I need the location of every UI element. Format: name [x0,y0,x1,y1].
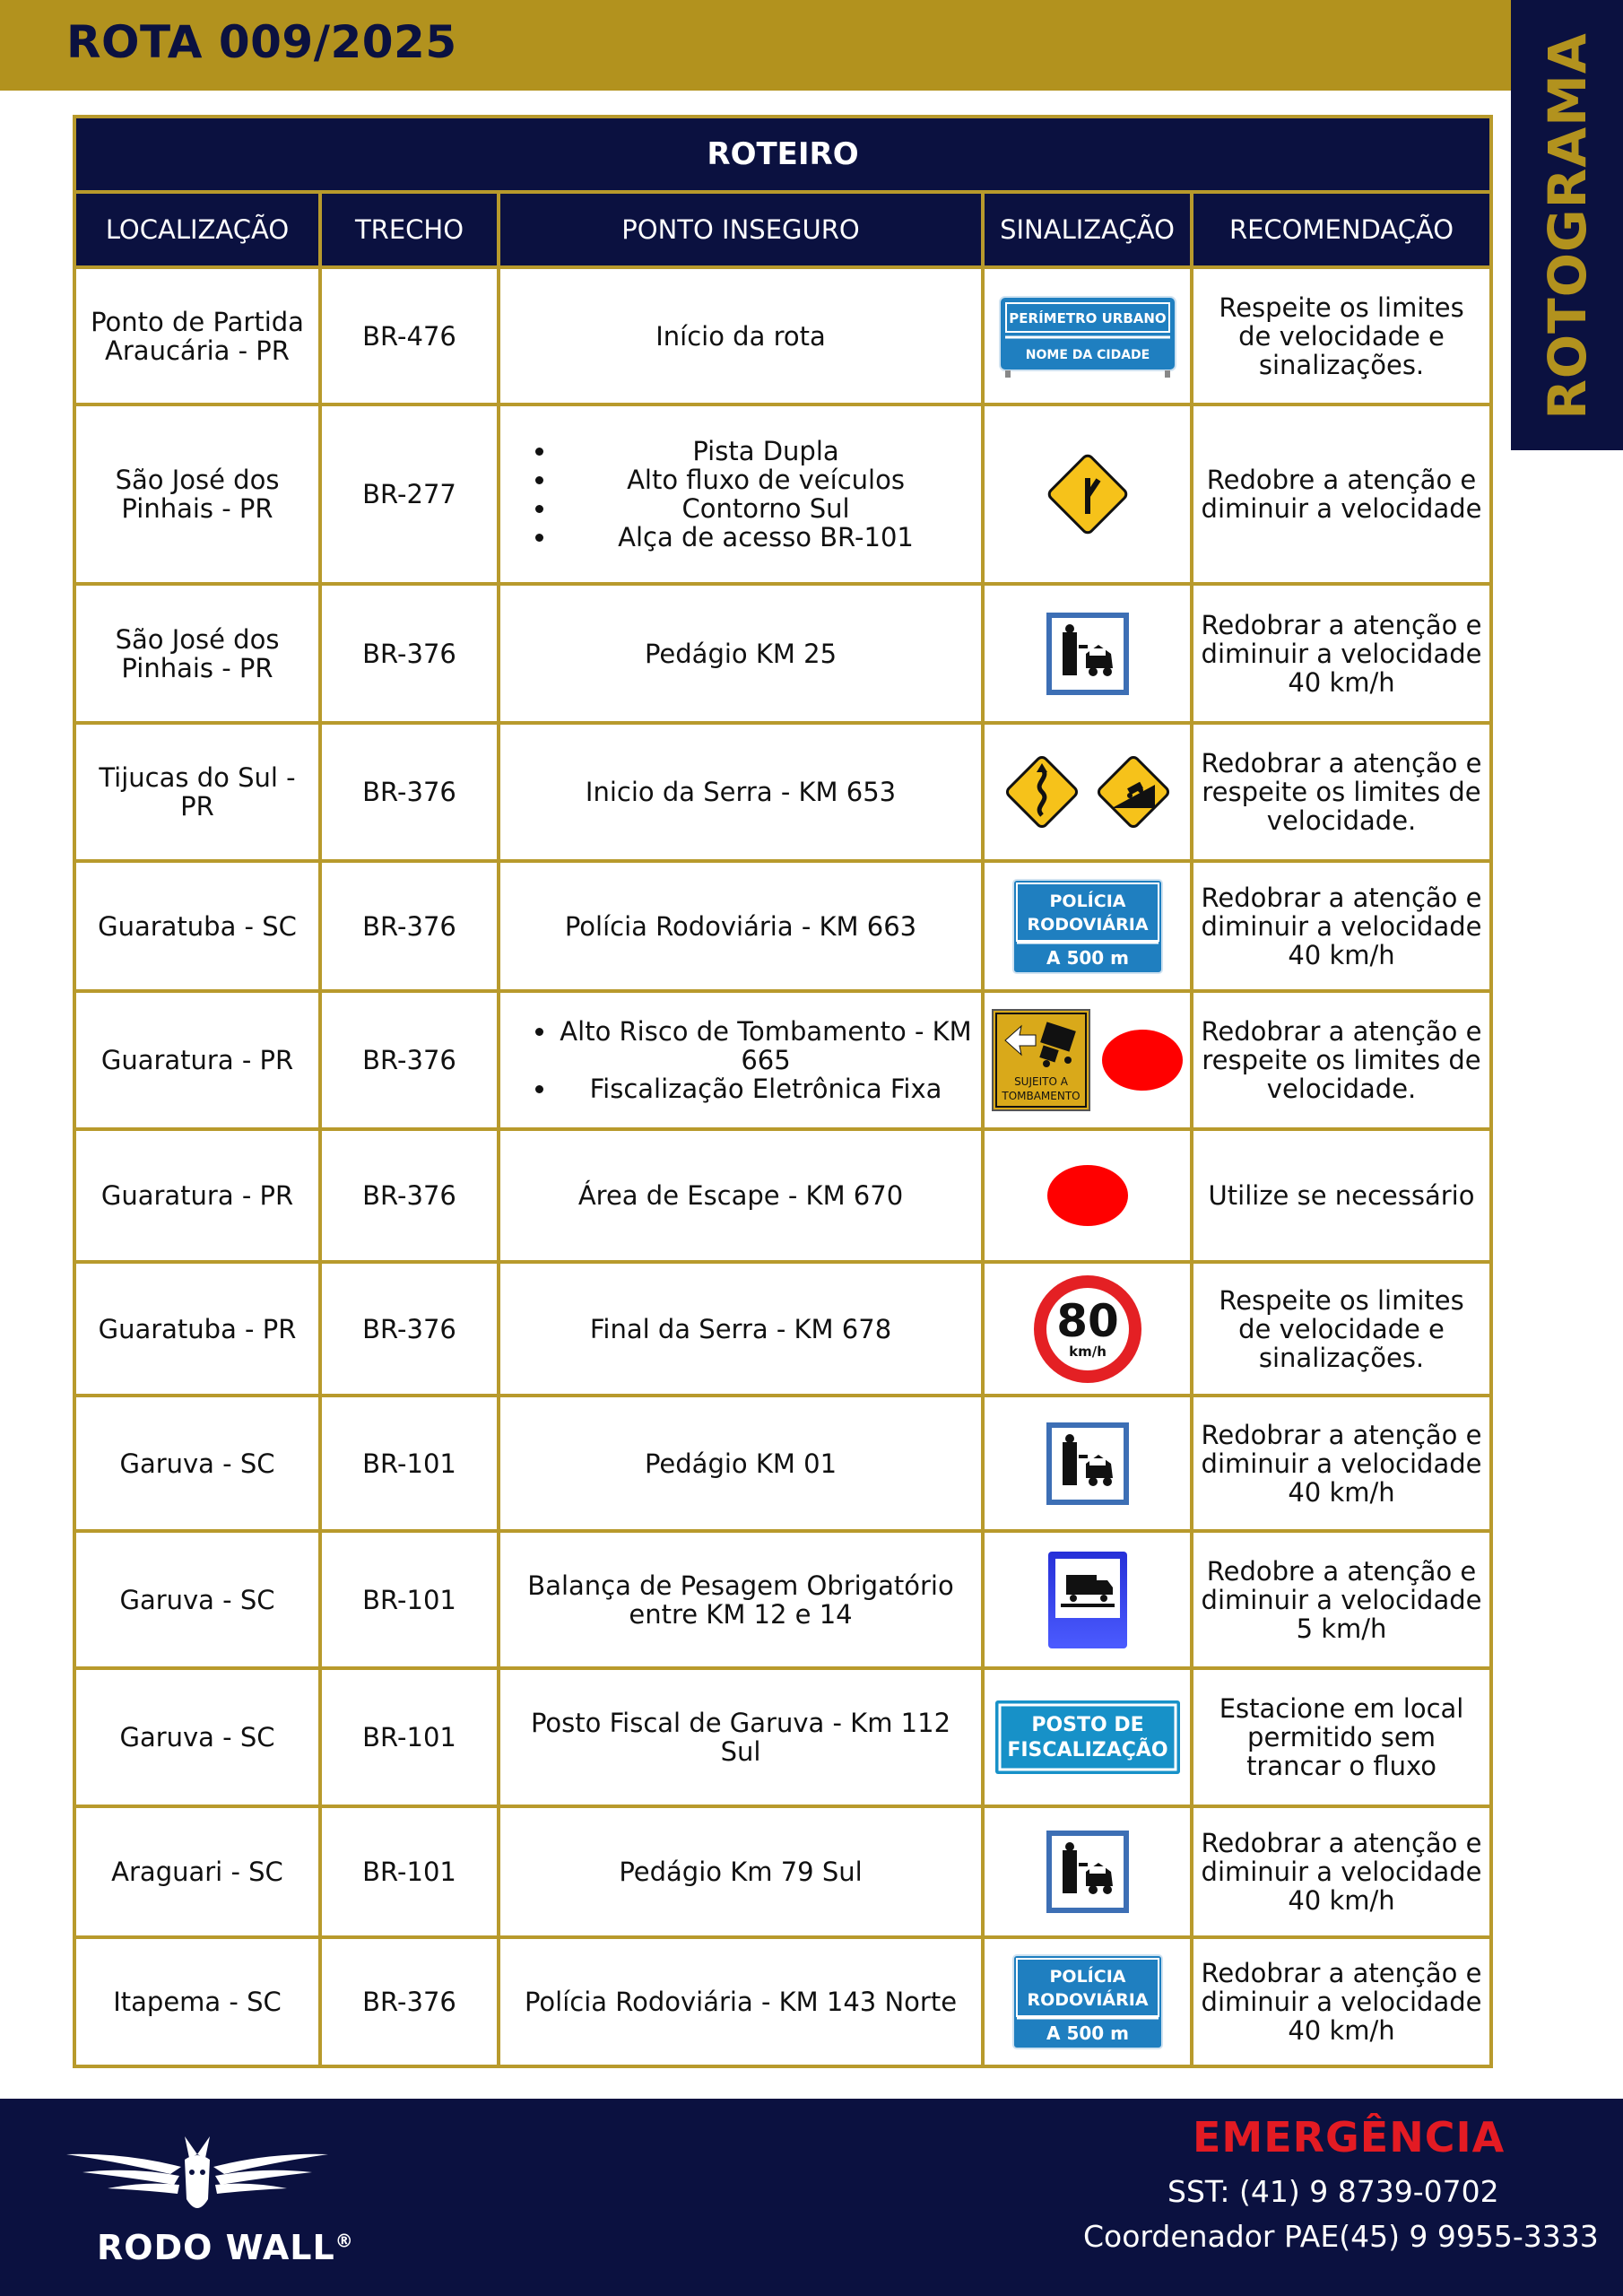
cell-trecho: BR-101 [320,1668,499,1806]
table-row [74,723,1491,861]
policia-rodoviaria-sign [1011,1953,1164,2050]
cell-trecho: BR-101 [320,1396,499,1531]
cell-localizacao: Garuva - SC [74,1531,320,1668]
cell-sinalizacao [983,1531,1192,1668]
ponto-list-item: • Alça de acesso BR-101 [558,523,974,552]
rollover-line1: SUJEITO A [1013,1075,1068,1088]
cell-recomendacao: Redobrar a atenção e diminuir a velocidade 40 km/h [1192,1937,1491,2066]
perimetro-bottom-text: NOME DA CIDADE [1025,347,1150,362]
cell-localizacao: Garuva - SC [74,1396,320,1531]
ponto-list [527,437,974,552]
cell-trecho: BR-476 [320,267,499,404]
cell-ponto-inseguro: Balança de Pesagem Obrigatório entre KM 12 e 14 [499,1531,983,1668]
cell-trecho: BR-376 [320,1937,499,2066]
cell-recomendacao: Utilize se necessário [1192,1129,1491,1262]
sst-phone: SST: (41) 9 8739-0702 [1167,2174,1499,2209]
cell-trecho: BR-376 [320,991,499,1129]
cell-recomendacao: Redobrar a atenção e diminuir a velocidade 40 km/h [1192,584,1491,723]
cell-ponto-inseguro: Pedágio KM 01 [499,1396,983,1531]
emergency-title: EMERGÊNCIA [1193,2113,1506,2161]
table-row [74,267,1491,404]
brand-name [97,2228,354,2267]
toll-sign [1046,1831,1129,1913]
sign-group [986,751,1188,833]
steep-descent-sign [1092,751,1175,833]
red-circle [1046,1163,1130,1228]
posto-line2: FISCALIZAÇÃO [1006,1739,1168,1761]
merge-warning-sign [1043,449,1133,539]
cell-recomendacao: Redobrar a atenção e respeite os limites de velocidade. [1192,723,1491,861]
sign-group [986,1274,1188,1385]
sign-group [986,1163,1188,1228]
policia-line2: RODOVIÁRIA [1026,1990,1149,2010]
sign-group [986,449,1188,539]
cell-sinalizacao [983,723,1192,861]
table-row [74,1937,1491,2066]
cell-trecho: BR-101 [320,1531,499,1668]
table-row [74,861,1491,991]
cell-recomendacao: Redobrar a atenção e respeite os limites de velocidade. [1192,991,1491,1129]
sign-group [986,1008,1188,1112]
cell-ponto-inseguro: Posto Fiscal de Garuva - Km 112 Sul [499,1668,983,1806]
cell-trecho: BR-277 [320,404,499,584]
cell-recomendacao: Respeite os limites de velocidade e sinalizações. [1192,267,1491,404]
cell-trecho: BR-376 [320,1262,499,1396]
sign-group [986,1831,1188,1913]
cell-localizacao: Guaratura - PR [74,1129,320,1262]
cell-localizacao: Araguari - SC [74,1806,320,1937]
weigh-station-sign [1046,1550,1129,1650]
table-row [74,1806,1491,1937]
cell-ponto-inseguro: Polícia Rodoviária - KM 143 Norte [499,1937,983,2066]
cell-trecho: BR-101 [320,1806,499,1937]
policia-distance: A 500 m [1046,2022,1129,2044]
cell-sinalizacao [983,1262,1192,1396]
cell-ponto-inseguro [499,991,983,1129]
column-header: PONTO INSEGURO [499,192,983,267]
cell-sinalizacao [983,584,1192,723]
registered-mark: ® [334,2230,354,2252]
toll-sign [1046,613,1129,695]
table-row [74,991,1491,1129]
cell-localizacao: Guaratura - PR [74,991,320,1129]
cell-localizacao: Guaratuba - SC [74,861,320,991]
cell-localizacao: Ponto de Partida Araucária - PR [74,267,320,404]
policia-line1: POLÍCIA [1049,1967,1125,1987]
cell-recomendacao: Redobre a atenção e diminuir a velocidade [1192,404,1491,584]
sign-group [986,1550,1188,1650]
column-header: SINALIZAÇÃO [983,192,1192,267]
table-row [74,1396,1491,1531]
cell-ponto-inseguro: Polícia Rodoviária - KM 663 [499,861,983,991]
ponto-list-item: • Pista Dupla [558,437,974,465]
column-header: LOCALIZAÇÃO [74,192,320,267]
red-circle [1100,1028,1185,1092]
column-header: RECOMENDAÇÃO [1192,192,1491,267]
cell-trecho: BR-376 [320,584,499,723]
cell-ponto-inseguro [499,404,983,584]
cell-localizacao: São José dos Pinhais - PR [74,584,320,723]
cell-ponto-inseguro: Inicio da Serra - KM 653 [499,723,983,861]
cell-localizacao: Itapema - SC [74,1937,320,2066]
cell-localizacao: Tijucas do Sul - PR [74,723,320,861]
table-row [74,1531,1491,1668]
posto-fiscalizacao-sign [994,1699,1182,1776]
cell-sinalizacao [983,1668,1192,1806]
perimetro-top-text: PERÍMETRO URBANO [1008,309,1167,326]
table-header-row [74,192,1491,267]
cell-sinalizacao [983,1129,1192,1262]
rollover-line2: TOMBAMENTO [1001,1090,1081,1102]
policia-line2: RODOVIÁRIA [1026,914,1149,935]
ponto-list-item: • Contorno Sul [558,494,974,523]
policia-rodoviaria-sign [1011,878,1164,975]
table-body [74,267,1491,2066]
sign-group [986,613,1188,695]
cell-sinalizacao [983,1396,1192,1531]
policia-distance: A 500 m [1046,946,1129,969]
brand-text: RODO WALL [97,2228,335,2267]
cell-trecho: BR-376 [320,861,499,991]
toll-sign [1046,1422,1129,1505]
cell-recomendacao: Redobrar a atenção e diminuir a velocidade 40 km/h [1192,861,1491,991]
cell-trecho: BR-376 [320,723,499,861]
sign-group [986,1953,1188,2050]
ponto-list [527,1017,974,1103]
cell-localizacao: Garuva - SC [74,1668,320,1806]
cell-ponto-inseguro: Pedágio Km 79 Sul [499,1806,983,1937]
cell-ponto-inseguro: Início da rota [499,267,983,404]
cell-trecho: BR-376 [320,1129,499,1262]
cell-sinalizacao [983,404,1192,584]
cell-ponto-inseguro: Área de Escape - KM 670 [499,1129,983,1262]
table-row [74,1262,1491,1396]
cell-ponto-inseguro: Final da Serra - KM 678 [499,1262,983,1396]
sign-group [986,1422,1188,1505]
ponto-list-item: • Fiscalização Eletrônica Fixa [558,1074,974,1103]
table-row [74,1668,1491,1806]
column-header: TRECHO [320,192,499,267]
cell-recomendacao: Redobre a atenção e diminuir a velocidade 5 km/h [1192,1531,1491,1668]
table-row [74,584,1491,723]
route-title: ROTA 009/2025 [66,16,457,68]
speed-unit: km/h [1068,1343,1107,1360]
speed-limit-sign [1032,1274,1143,1385]
sign-group [986,878,1188,975]
policia-line1: POLÍCIA [1049,891,1125,911]
cell-sinalizacao [983,991,1192,1129]
cell-recomendacao: Redobrar a atenção e diminuir a velocidade 40 km/h [1192,1806,1491,1937]
speed-value: 80 [1055,1294,1119,1347]
posto-line1: POSTO DE [1030,1714,1144,1736]
sign-group [986,1699,1188,1776]
cell-recomendacao: Redobrar a atenção e diminuir a velocidade 40 km/h [1192,1396,1491,1531]
table-row [74,1129,1491,1262]
cell-localizacao: São José dos Pinhais - PR [74,404,320,584]
cell-sinalizacao [983,861,1192,991]
table-title: ROTEIRO [74,117,1491,192]
winding-road-sign [1001,751,1083,833]
perimetro-urbano-sign [998,295,1177,378]
cell-sinalizacao [983,1806,1192,1937]
table-row [74,404,1491,584]
ponto-list-item: • Alto Risco de Tombamento - KM 665 [558,1017,974,1074]
cell-recomendacao: Estacione em local permitido sem trancar o fluxo [1192,1668,1491,1806]
rollover-risk-sign [991,1008,1091,1112]
cell-sinalizacao [983,267,1192,404]
rotograma-label: ROTOGRAMA [1537,32,1598,420]
roteiro-table [73,115,1493,2068]
coordinator-phone: Coordenador PAE(45) 9 9955-3333 [1083,2219,1599,2254]
cell-sinalizacao [983,1937,1192,2066]
sign-group [986,295,1188,378]
ponto-list-item: • Alto fluxo de veículos [558,465,974,494]
cell-localizacao: Guaratuba - PR [74,1262,320,1396]
cell-recomendacao: Respeite os limites de velocidade e sinalizações. [1192,1262,1491,1396]
cell-ponto-inseguro: Pedágio KM 25 [499,584,983,723]
